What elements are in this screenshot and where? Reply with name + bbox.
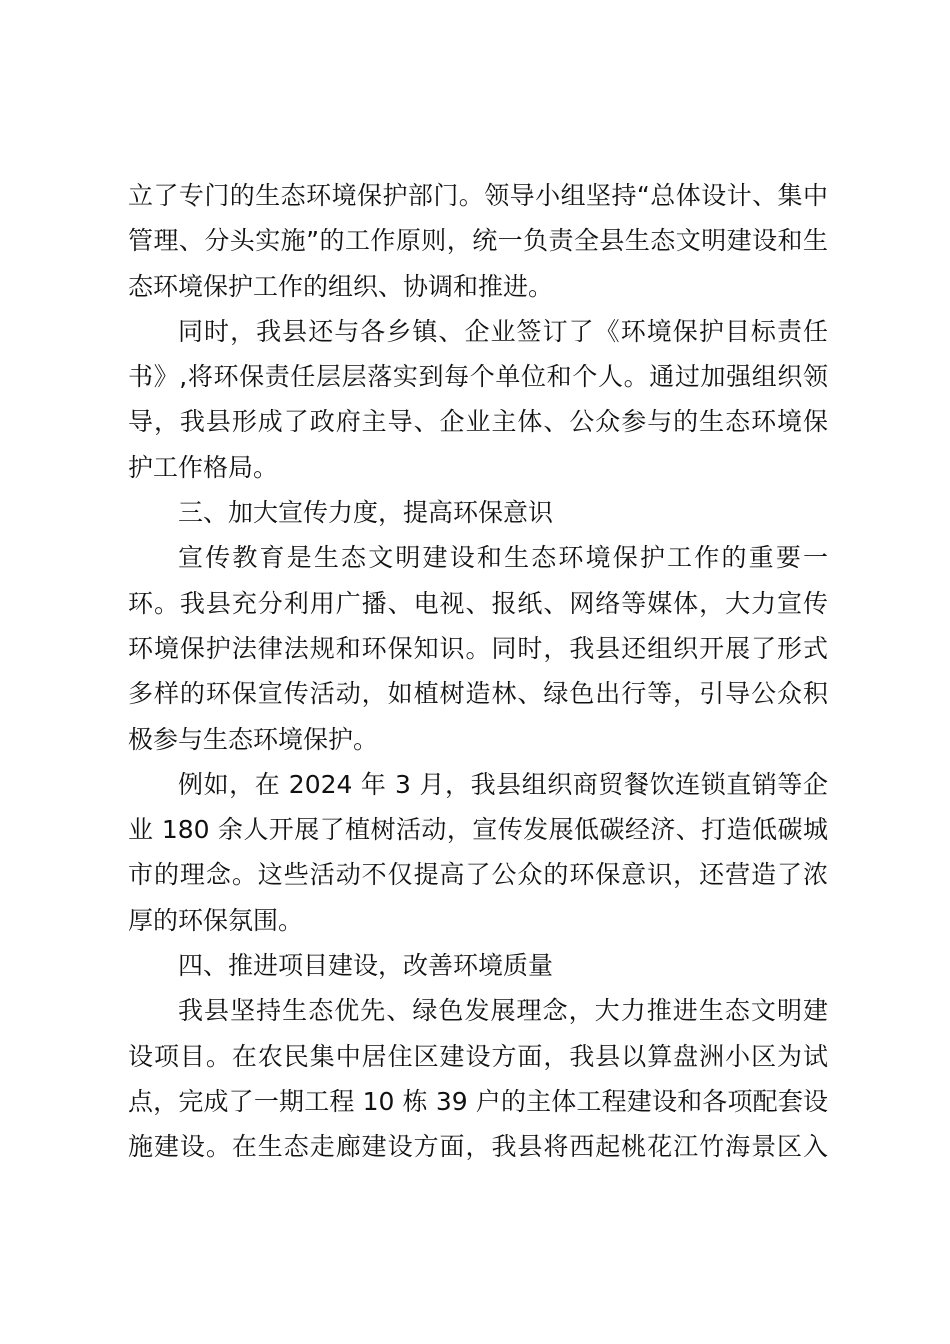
text-line: 管理、分头实施”的工作原则，统一负责全县生态文明建设和生 <box>128 226 828 256</box>
paragraph-first-line: 我县坚持生态优先、绿色发展理念，大力推进生态文明建 <box>178 996 828 1026</box>
paragraph-first-line: 例如，在 2024 年 3 月，我县组织商贸餐饮连锁直销等企 <box>178 769 828 799</box>
text-line: 书》,将环保责任层层落实到每个单位和个人。通过加强组织领 <box>128 362 828 392</box>
section-heading: 三、加大宣传力度，提高环保意识 <box>178 498 554 528</box>
document-page <box>128 173 828 1170</box>
text-line: 立了专门的生态环境保护部门。领导小组坚持“总体设计、集中 <box>128 181 828 210</box>
text-line: 业 180 余人开展了植树活动，宣传发展低碳经济、打造低碳城 <box>128 815 828 845</box>
text-line: 环境保护法律法规和环保知识。同时，我县还组织开展了形式 <box>128 633 828 663</box>
paragraph-first-line: 同时，我县还与各乡镇、企业签订了《环境保护目标责任 <box>178 316 828 346</box>
text-line: 极参与生态环境保护。 <box>128 724 379 754</box>
text-line: 导，我县形成了政府主导、企业主体、公众参与的生态环境保 <box>128 407 828 437</box>
section-heading: 四、推进项目建设，改善环境质量 <box>178 951 554 981</box>
text-line: 环。我县充分利用广播、电视、报纸、网络等媒体，大力宣传 <box>128 588 828 618</box>
text-line: 多样的环保宣传活动，如植树造林、绿色出行等，引导公众积 <box>128 679 828 709</box>
text-line: 施建设。在生态走廊建设方面，我县将西起桃花江竹海景区入 <box>128 1132 828 1162</box>
paragraph-first-line: 宣传教育是生态文明建设和生态环境保护工作的重要一 <box>178 543 828 573</box>
text-line: 设项目。在农民集中居住区建设方面，我县以算盘洲小区为试 <box>128 1041 828 1071</box>
text-line: 点，完成了一期工程 10 栋 39 户的主体工程建设和各项配套设 <box>128 1086 828 1116</box>
text-line: 态环境保护工作的组织、协调和推进。 <box>128 271 554 301</box>
text-line: 护工作格局。 <box>128 452 279 482</box>
text-line: 市的理念。这些活动不仅提高了公众的环保意识，还营造了浓 <box>128 860 828 890</box>
text-line: 厚的环保氛围。 <box>128 905 304 935</box>
